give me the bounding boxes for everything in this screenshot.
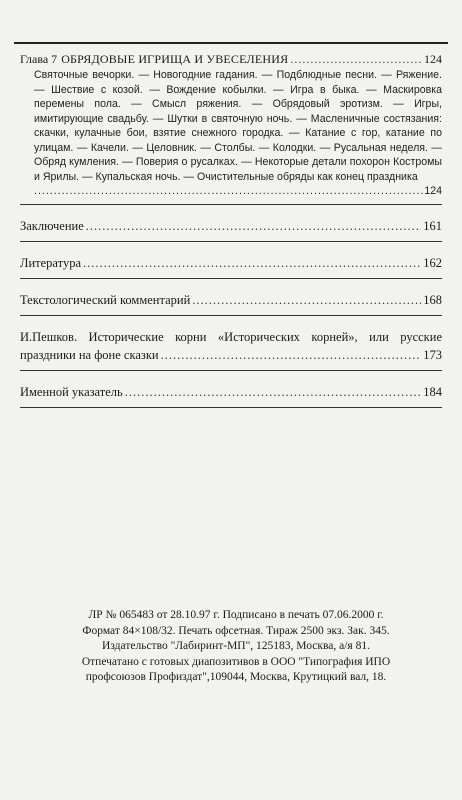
index-page: 184: [423, 385, 442, 399]
leader-dots: [192, 291, 421, 309]
toc-entry-conclusion[interactable]: [20, 217, 442, 235]
chapter7-heading: [20, 52, 442, 67]
leader-dots: [161, 346, 422, 364]
toc-entry-peshkov[interactable]: [20, 328, 442, 364]
leader-dots: [125, 383, 422, 401]
imprint-line: Отпечатано с готовых диапозитивов в ООО "Типография ИПО: [81, 655, 391, 668]
literature-title: Литература: [20, 256, 81, 270]
toc-entry-commentary[interactable]: [20, 291, 442, 309]
imprint-line: Издательство "Лабиринт-МП", 125183, Москва, а/я 81.: [102, 640, 370, 652]
divider: [20, 204, 442, 205]
divider: [20, 278, 442, 279]
conclusion-title: Заключение: [20, 219, 84, 233]
imprint-line: ЛР № 065483 от 28.10.97 г. Подписано в печать 07.06.2000 г.: [88, 609, 384, 621]
conclusion-page: 161: [423, 219, 442, 233]
peshkov-line2: [20, 346, 442, 364]
commentary-page: 168: [423, 293, 442, 307]
index-title: Именной указатель: [20, 385, 123, 399]
toc-entry-index[interactable]: [20, 383, 442, 401]
leader-dots: [86, 217, 422, 235]
top-rule: [14, 42, 448, 44]
chapter7-description-end: [20, 184, 442, 198]
imprint-line: профсоюзов Профиздат",109044, Москва, Крутицкий вал, 18.: [85, 671, 387, 683]
chapter7-label: Глава 7: [20, 52, 58, 66]
divider: [20, 370, 442, 371]
leader-dots: [34, 184, 424, 198]
toc-entry-chapter7[interactable]: [20, 52, 442, 198]
literature-page: 162: [423, 256, 442, 270]
commentary-title: Текстологический комментарий: [20, 293, 191, 307]
leader-dots: [290, 52, 422, 67]
imprint-line: Формат 84×108/32. Печать офсетная. Тираж 2500 экз. Зак. 345.: [82, 624, 390, 637]
chapter7-page: 124: [424, 52, 442, 66]
chapter7-title: ОБРЯДОВЫЕ ИГРИЩА И УВЕСЕЛЕНИЯ: [61, 52, 289, 66]
peshkov-title-line1: И.Пешков. Исторические корни «Исторических корней», или русские: [20, 330, 442, 344]
toc-entry-literature[interactable]: [20, 254, 442, 272]
chapter7-description: Святочные вечорки. — Новогодние гадания. — Подблюдные песни. — Ряжение. — Шествие с козой. — Вождение кобылки. — Игра в быка. — Маскировка перемены пола. — Смысл ряжения. — Обрядовый эротизм. — Игры, имитирующие свадьбу. — Шутки в святочную ночь. — Масленичные состязания: скачки, кулачные бои, взятие снежного городка. — Катание с гор, катание по улицам. — Качели. — Целовник. — Столбы. — Колодки. — Русальная неделя. — Обряд кумления. — Поверия о русалках. — Некоторые детали похорон Костромы и Ярилы. — Купальская ночь. — Очистительные обряды как конец праздника: [34, 69, 442, 183]
divider: [20, 315, 442, 316]
divider: [20, 241, 442, 242]
peshkov-page: 173: [423, 348, 442, 362]
leader-dots: [83, 254, 421, 272]
table-of-contents: [20, 52, 442, 420]
imprint-block: [40, 608, 432, 686]
chapter7-description-page: 124: [424, 185, 442, 197]
divider: [20, 407, 442, 408]
peshkov-title-line2: праздники на фоне сказки: [20, 348, 159, 362]
